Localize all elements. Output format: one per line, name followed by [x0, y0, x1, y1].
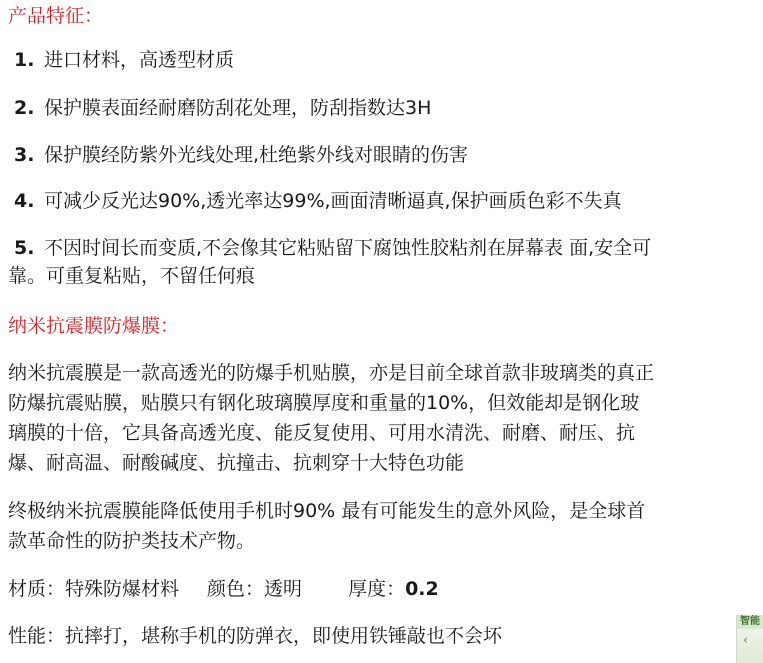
material-value: 特殊防爆材料 [65, 578, 180, 600]
corner-badge[interactable] [736, 615, 763, 663]
feature-text: 保护膜表面经耐磨防刮花处理，防刮指数达3H [44, 97, 432, 119]
feature-item-3 [14, 143, 468, 167]
paragraph-1-line: 璃膜的十倍，它具备高透光度、能反复使用、可用水清洗、耐磨、耐压、抗 [8, 422, 636, 444]
feature-number: 2. [14, 97, 35, 119]
feature-number: 3. [14, 144, 35, 166]
paragraph-2-line: 款革命性的防护类技术产物。 [8, 530, 256, 552]
paragraph-2-line: 终极纳米抗震膜能降低使用手机时90% 最有可能发生的意外风险，是全球首 [8, 500, 646, 522]
thickness-label: 厚度： [348, 578, 406, 600]
thickness-value: 0.2 [405, 578, 439, 600]
performance-line: 性能：抗摔打，堪称手机的防弹衣，即使用铁锤敲也不会坏 [8, 625, 503, 647]
nano-heading: 纳米抗震膜防爆膜： [8, 315, 180, 337]
features-heading: 产品特征： [8, 5, 104, 27]
feature-text: 可减少反光达90%,透光率达99%,画面清晰逼真,保护画质色彩不失真 [44, 190, 622, 212]
specs-row [8, 577, 439, 601]
paragraph-1-line: 爆、耐高温、耐酸碱度、抗撞击、抗刺穿十大特色功能 [8, 452, 465, 474]
paragraph-1-line: 防爆抗震贴膜，贴膜只有钢化玻璃膜厚度和重量的10%，但效能却是钢化玻 [8, 392, 640, 414]
badge-label: 智能 [737, 615, 763, 629]
feature-item-1 [14, 48, 234, 72]
material-label: 材质： [8, 578, 66, 600]
feature-item-5-continued: 靠。可重复粘贴，不留任何痕 [8, 265, 256, 287]
paragraph-1-line: 纳米抗震膜是一款高透光的防爆手机贴膜，亦是目前全球首款非玻璃类的真正 [8, 362, 655, 384]
feature-text: 进口材料，高透型材质 [44, 49, 235, 71]
feature-item-4 [14, 189, 622, 213]
feature-number: 1. [14, 49, 35, 71]
feature-item-2 [14, 96, 431, 120]
color-label: 颜色： [207, 578, 265, 600]
color-value: 透明 [264, 578, 303, 600]
feature-text: 保护膜经防紫外光线处理,杜绝紫外线对眼睛的伤害 [44, 144, 469, 166]
feature-item-5 [14, 236, 651, 260]
feature-number: 4. [14, 190, 35, 212]
feature-number: 5. [14, 237, 35, 259]
chevron-left-icon: ‹ [743, 633, 749, 648]
feature-text: 不因时间长而变质,不会像其它粘贴留下腐蚀性胶粘剂在屏幕表 面,安全可 [44, 237, 652, 259]
